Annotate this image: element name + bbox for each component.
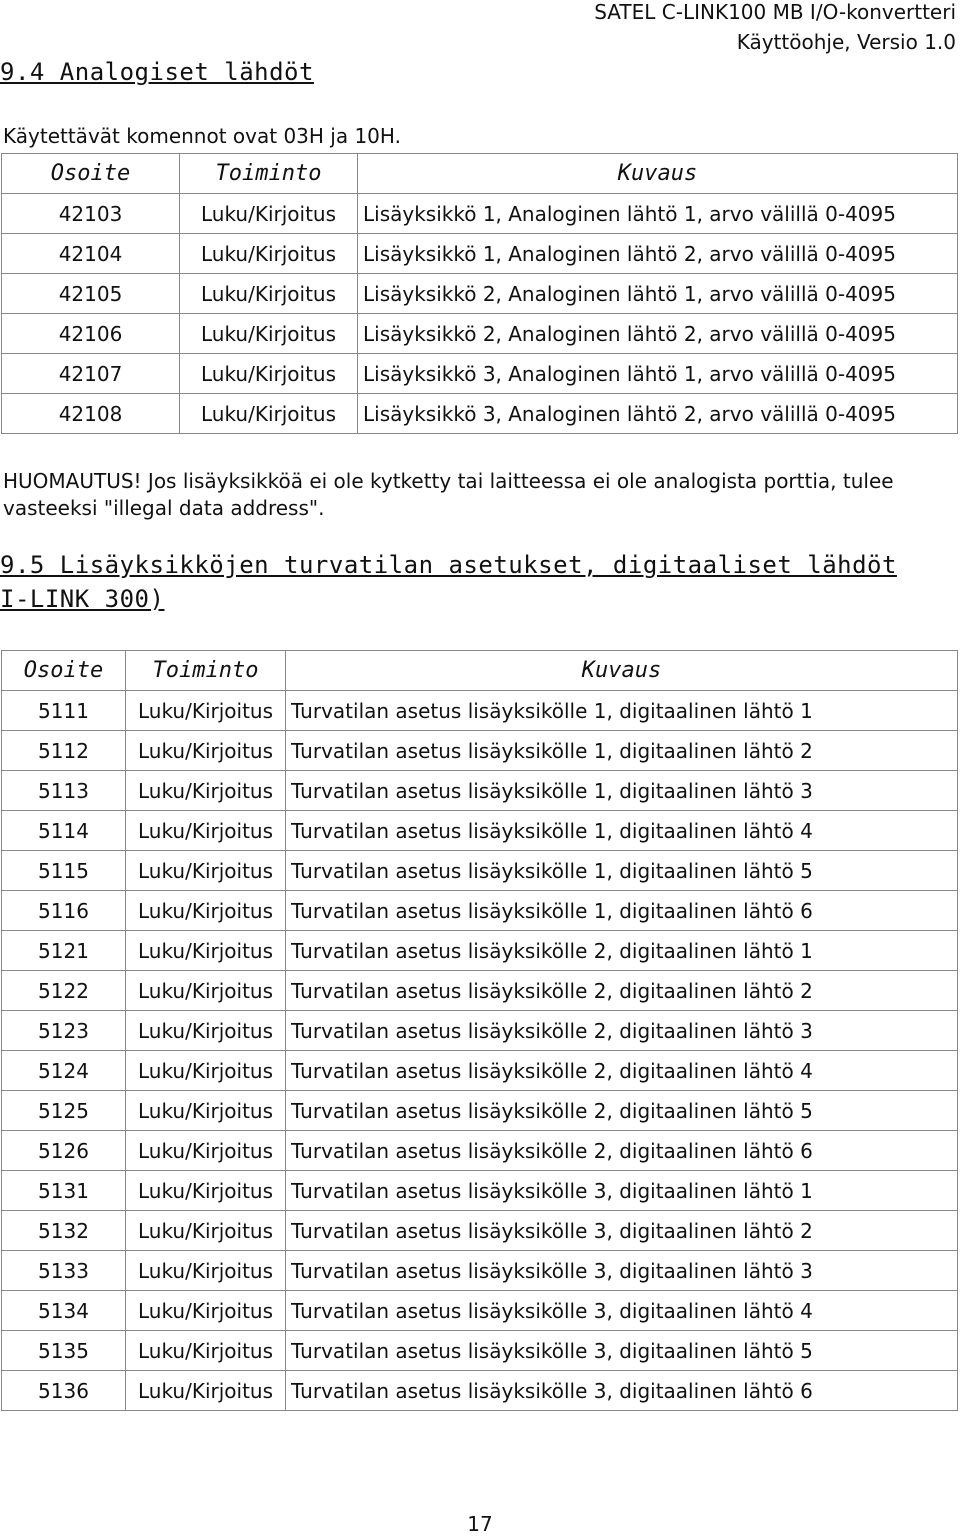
page-number: 17 — [467, 1512, 493, 1536]
cell-function: Luku/Kirjoitus — [126, 851, 286, 891]
table-row — [2, 314, 958, 354]
table-row — [2, 691, 958, 731]
column-header-function: Toiminto — [180, 154, 358, 194]
cell-description: Turvatilan asetus lisäyksikölle 3, digitaalinen lähtö 4 — [286, 1291, 958, 1331]
cell-description: Turvatilan asetus lisäyksikölle 1, digitaalinen lähtö 6 — [286, 891, 958, 931]
column-header-address: Osoite — [2, 154, 180, 194]
cell-address: 5115 — [2, 851, 126, 891]
cell-address: 5131 — [2, 1171, 126, 1211]
cell-function: Luku/Kirjoitus — [126, 1211, 286, 1251]
cell-description: Turvatilan asetus lisäyksikölle 1, digitaalinen lähtö 1 — [286, 691, 958, 731]
cell-description: Turvatilan asetus lisäyksikölle 2, digitaalinen lähtö 2 — [286, 971, 958, 1011]
note-text: HUOMAUTUS! Jos lisäyksikköä ei ole kytketty tai laitteessa ei ole analogista porttia, tulee vasteeksi "illegal data address". — [3, 469, 894, 520]
table-row — [2, 731, 958, 771]
cell-address: 5134 — [2, 1291, 126, 1331]
cell-function: Luku/Kirjoitus — [126, 1011, 286, 1051]
cell-address: 42103 — [2, 194, 180, 234]
cell-description: Turvatilan asetus lisäyksikölle 3, digitaalinen lähtö 6 — [286, 1371, 958, 1411]
cell-address: 42104 — [2, 234, 180, 274]
cell-description: Lisäyksikkö 3, Analoginen lähtö 1, arvo välillä 0-4095 — [358, 354, 958, 394]
column-header-function: Toiminto — [126, 651, 286, 691]
cell-description: Lisäyksikkö 3, Analoginen lähtö 2, arvo välillä 0-4095 — [358, 394, 958, 434]
cell-description: Turvatilan asetus lisäyksikölle 1, digitaalinen lähtö 3 — [286, 771, 958, 811]
cell-description: Turvatilan asetus lisäyksikölle 3, digitaalinen lähtö 5 — [286, 1331, 958, 1371]
cell-description: Turvatilan asetus lisäyksikölle 3, digitaalinen lähtö 1 — [286, 1171, 958, 1211]
table-row — [2, 1171, 958, 1211]
table-row — [2, 971, 958, 1011]
table-row — [2, 1251, 958, 1291]
cell-address: 5112 — [2, 731, 126, 771]
section-title-safe-state: 9.5 Lisäyksikköjen turvatilan asetukset, digitaaliset lähdöt I-LINK 300) — [0, 551, 897, 613]
cell-address: 42108 — [2, 394, 180, 434]
cell-address: 5124 — [2, 1051, 126, 1091]
cell-address: 5132 — [2, 1211, 126, 1251]
intro-text: Käytettävät komennot ovat 03H ja 10H. — [3, 124, 401, 148]
cell-address: 5113 — [2, 771, 126, 811]
cell-address: 5126 — [2, 1131, 126, 1171]
cell-address: 5111 — [2, 691, 126, 731]
cell-function: Luku/Kirjoitus — [126, 891, 286, 931]
cell-description: Turvatilan asetus lisäyksikölle 3, digitaalinen lähtö 3 — [286, 1251, 958, 1291]
section-title-analog-outputs: 9.4 Analogiset lähdöt — [0, 58, 314, 86]
table-row — [2, 891, 958, 931]
table-row — [2, 354, 958, 394]
column-header-description: Kuvaus — [286, 651, 958, 691]
cell-description: Lisäyksikkö 1, Analoginen lähtö 2, arvo välillä 0-4095 — [358, 234, 958, 274]
cell-function: Luku/Kirjoitus — [126, 1131, 286, 1171]
cell-function: Luku/Kirjoitus — [180, 354, 358, 394]
table-row — [2, 1051, 958, 1091]
table-row — [2, 1211, 958, 1251]
cell-function: Luku/Kirjoitus — [180, 194, 358, 234]
table-row — [2, 394, 958, 434]
cell-address: 42105 — [2, 274, 180, 314]
cell-function: Luku/Kirjoitus — [180, 394, 358, 434]
cell-function: Luku/Kirjoitus — [180, 274, 358, 314]
cell-address: 5122 — [2, 971, 126, 1011]
cell-description: Lisäyksikkö 1, Analoginen lähtö 1, arvo välillä 0-4095 — [358, 194, 958, 234]
table-row — [2, 771, 958, 811]
table-row — [2, 1331, 958, 1371]
cell-address: 5116 — [2, 891, 126, 931]
header-version: Käyttöohje, Versio 1.0 — [736, 30, 956, 54]
table-row — [2, 1291, 958, 1331]
table-row — [2, 194, 958, 234]
cell-description: Lisäyksikkö 2, Analoginen lähtö 1, arvo välillä 0-4095 — [358, 274, 958, 314]
cell-description: Turvatilan asetus lisäyksikölle 1, digitaalinen lähtö 4 — [286, 811, 958, 851]
cell-function: Luku/Kirjoitus — [180, 234, 358, 274]
safe-state-table — [1, 650, 958, 1411]
cell-description: Turvatilan asetus lisäyksikölle 2, digitaalinen lähtö 1 — [286, 931, 958, 971]
cell-function: Luku/Kirjoitus — [126, 1251, 286, 1291]
cell-function: Luku/Kirjoitus — [126, 691, 286, 731]
cell-function: Luku/Kirjoitus — [180, 314, 358, 354]
cell-function: Luku/Kirjoitus — [126, 1051, 286, 1091]
cell-function: Luku/Kirjoitus — [126, 931, 286, 971]
cell-function: Luku/Kirjoitus — [126, 1371, 286, 1411]
column-header-address: Osoite — [2, 651, 126, 691]
table-row — [2, 811, 958, 851]
cell-address: 5133 — [2, 1251, 126, 1291]
column-header-description: Kuvaus — [358, 154, 958, 194]
cell-function: Luku/Kirjoitus — [126, 1331, 286, 1371]
cell-address: 42107 — [2, 354, 180, 394]
table-row — [2, 274, 958, 314]
cell-function: Luku/Kirjoitus — [126, 971, 286, 1011]
cell-address: 5136 — [2, 1371, 126, 1411]
cell-address: 5135 — [2, 1331, 126, 1371]
cell-description: Turvatilan asetus lisäyksikölle 1, digitaalinen lähtö 5 — [286, 851, 958, 891]
cell-address: 42106 — [2, 314, 180, 354]
table-row — [2, 1131, 958, 1171]
cell-address: 5114 — [2, 811, 126, 851]
table-header-row — [2, 651, 958, 691]
cell-description: Turvatilan asetus lisäyksikölle 2, digitaalinen lähtö 4 — [286, 1051, 958, 1091]
cell-function: Luku/Kirjoitus — [126, 771, 286, 811]
cell-description: Lisäyksikkö 2, Analoginen lähtö 2, arvo välillä 0-4095 — [358, 314, 958, 354]
cell-address: 5121 — [2, 931, 126, 971]
cell-function: Luku/Kirjoitus — [126, 1171, 286, 1211]
table-row — [2, 931, 958, 971]
analog-outputs-table — [1, 153, 958, 434]
cell-description: Turvatilan asetus lisäyksikölle 2, digitaalinen lähtö 5 — [286, 1091, 958, 1131]
table-row — [2, 1091, 958, 1131]
cell-address: 5123 — [2, 1011, 126, 1051]
cell-function: Luku/Kirjoitus — [126, 1091, 286, 1131]
table-row — [2, 1011, 958, 1051]
table-row — [2, 1371, 958, 1411]
table-row — [2, 851, 958, 891]
cell-function: Luku/Kirjoitus — [126, 731, 286, 771]
cell-description: Turvatilan asetus lisäyksikölle 3, digitaalinen lähtö 2 — [286, 1211, 958, 1251]
cell-address: 5125 — [2, 1091, 126, 1131]
cell-function: Luku/Kirjoitus — [126, 811, 286, 851]
cell-function: Luku/Kirjoitus — [126, 1291, 286, 1331]
cell-description: Turvatilan asetus lisäyksikölle 2, digitaalinen lähtö 3 — [286, 1011, 958, 1051]
table-header-row — [2, 154, 958, 194]
cell-description: Turvatilan asetus lisäyksikölle 1, digitaalinen lähtö 2 — [286, 731, 958, 771]
header-product-title: SATEL C-LINK100 MB I/O-konvertteri — [594, 0, 956, 24]
table-row — [2, 234, 958, 274]
cell-description: Turvatilan asetus lisäyksikölle 2, digitaalinen lähtö 6 — [286, 1131, 958, 1171]
